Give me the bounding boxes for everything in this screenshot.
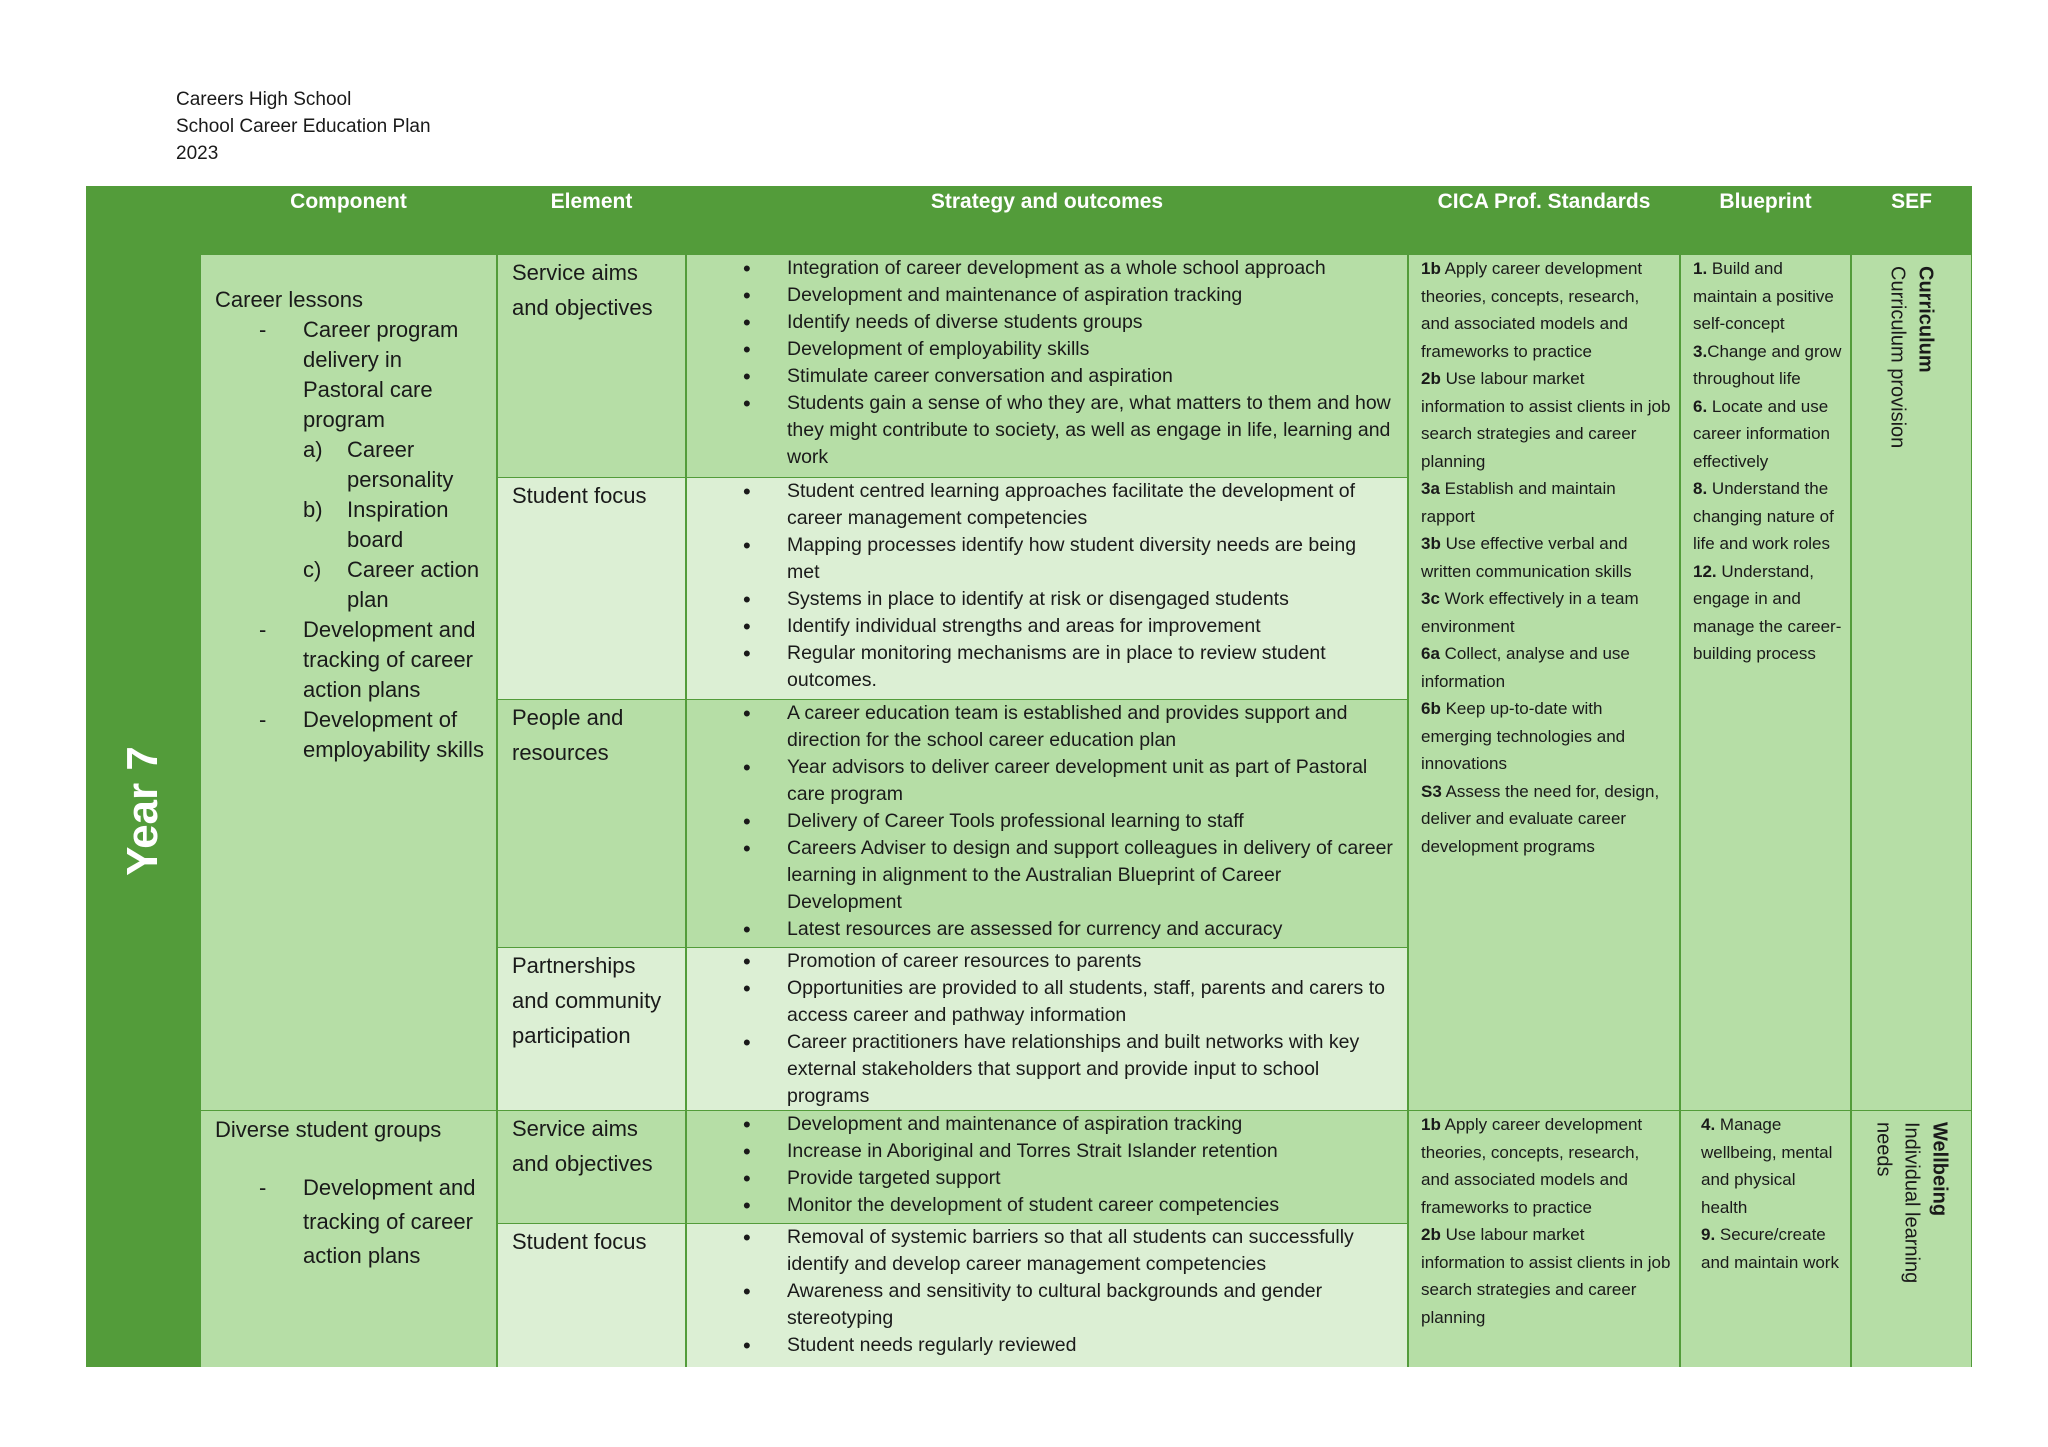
partnerships-list — [687, 948, 1407, 1110]
standard-item: 6b Keep up-to-date with emerging technologies and innovations — [1421, 699, 1626, 773]
list-item: • Monitor the development of student career competencies — [687, 1192, 1407, 1219]
strategy-people-resources — [687, 700, 1407, 947]
col-header-component: Component — [290, 190, 407, 213]
list-item: • Promotion of career resources to parents — [687, 948, 1407, 975]
blueprint-item: 6. Locate and use career information effectively — [1693, 396, 1831, 471]
service-aims-list — [687, 1111, 1407, 1219]
list-item: • Career practitioners have relationships and built networks with key external stakeholders that support and provide input to school programs — [687, 1029, 1407, 1110]
col-header-strategy: Strategy and outcomes — [930, 190, 1164, 213]
list-item: • Student centred learning approaches facilitate the development of career management competencies — [687, 478, 1407, 532]
component-sub-item: a) Career personality — [303, 437, 454, 492]
component-list-item: - Development and tracking of career action plans — [259, 617, 476, 702]
school-name: Careers High School — [176, 89, 352, 110]
component-list-item: - Development of employability skills — [259, 707, 484, 762]
list-item: • Careers Adviser to design and support colleagues in delivery of career learning in alignment to the Australian Blueprint of Career Development — [687, 835, 1407, 916]
cica-standards-row1 — [1409, 255, 1679, 1110]
component-title: Career lessons — [215, 287, 363, 312]
blueprint-item: 4. Manage wellbeing, mental and physical health — [1701, 1115, 1833, 1217]
col-header-blueprint: Blueprint — [1719, 190, 1812, 213]
component-title: Diverse student groups — [215, 1117, 442, 1142]
list-item: • Systems in place to identify at risk or disengaged students — [687, 586, 1407, 613]
element-student-focus: Student focus — [498, 1224, 685, 1367]
standard-item: 3c Work effectively in a team environment — [1421, 589, 1639, 636]
component-list-item: - Development and tracking of career action plans — [259, 1175, 476, 1268]
list-item: • Development and maintenance of aspiration tracking — [687, 1111, 1407, 1138]
list-item: • Development and maintenance of aspiration tracking — [687, 282, 1407, 309]
strategy-partnerships — [687, 948, 1407, 1110]
sef-text: Individual learning needs — [1872, 1122, 1923, 1284]
list-item: • Stimulate career conversation and aspiration — [687, 363, 1407, 390]
col-header-cica: CICA Prof. Standards — [1437, 190, 1651, 213]
element-partnerships: Partnerships and community participation — [498, 948, 685, 1110]
blueprint-row2 — [1681, 1111, 1850, 1367]
people-resources-list — [687, 700, 1407, 943]
blueprint-item: 9. Secure/create and maintain work — [1701, 1225, 1839, 1272]
sef-text: Curriculum provision — [1886, 266, 1909, 449]
element-service-aims: Service aims and objectives — [498, 255, 685, 477]
blueprint-item: 1. Build and maintain a positive self-concept — [1693, 259, 1834, 333]
list-item: • Development of employability skills — [687, 336, 1407, 363]
sef-title: Curriculum — [1914, 266, 1937, 373]
blueprint-item: 8. Understand the changing nature of life and work roles — [1693, 479, 1834, 553]
component-diverse-groups — [201, 1111, 496, 1367]
standard-item: 1b Apply career development theories, concepts, research, and associated models and frameworks to practice — [1421, 1115, 1643, 1217]
component-sub-item: b) Inspiration board — [303, 497, 449, 552]
standard-item: S3 Assess the need for, design, deliver and evaluate career development programs — [1421, 781, 1660, 856]
blueprint-item: 3.Change and grow throughout life — [1693, 341, 1842, 388]
standard-item: 3a Establish and maintain rapport — [1421, 479, 1616, 526]
standard-item: 2b Use labour market information to assist clients in job search strategies and career planning — [1421, 369, 1671, 471]
sef-curriculum — [1852, 266, 1971, 448]
student-focus-list — [687, 1224, 1407, 1359]
strategy-service-aims — [687, 1111, 1407, 1223]
component-career-lessons — [201, 255, 496, 1110]
element-people-resources: People and resources — [498, 700, 685, 947]
list-item: • Mapping processes identify how student diversity needs are being met — [687, 532, 1407, 586]
list-item: • Latest resources are assessed for currency and accuracy — [687, 916, 1407, 943]
standard-item: 3b Use effective verbal and written communication skills — [1421, 534, 1632, 581]
component-sub-item: c) Career action plan — [303, 557, 480, 612]
list-item: • A career education team is established and provides support and direction for the school career education plan — [687, 700, 1407, 754]
list-item: • Removal of systemic barriers so that all students can successfully identify and develop career management competencies — [687, 1224, 1407, 1278]
standard-item: 1b Apply career development theories, concepts, research, and associated models and frameworks to practice — [1421, 259, 1643, 361]
blueprint-item: 12. Understand, engage in and manage the career-building process — [1693, 561, 1842, 663]
list-item: • Identify individual strengths and areas for improvement — [687, 613, 1407, 640]
student-focus-list — [687, 478, 1407, 694]
sef-title: Wellbeing — [1928, 1122, 1951, 1217]
strategy-student-focus — [687, 1224, 1407, 1367]
sef-wellbeing — [1852, 1122, 1971, 1362]
list-item: • Students gain a sense of who they are, what matters to them and how they might contribute to society, as well as engage in life, learning and work — [687, 390, 1407, 471]
strategy-student-focus — [687, 478, 1407, 699]
list-item: • Student needs regularly reviewed — [687, 1332, 1407, 1359]
cica-standards-row2 — [1409, 1111, 1679, 1367]
list-item: • Integration of career development as a whole school approach — [687, 255, 1407, 282]
element-service-aims: Service aims and objectives — [498, 1111, 685, 1223]
year-label: Year 7 — [118, 746, 167, 876]
plan-year: 2023 — [176, 143, 219, 164]
blueprint-row1 — [1681, 255, 1850, 1110]
standard-item: 6a Collect, analyse and use information — [1421, 644, 1630, 691]
list-item: • Identify needs of diverse students groups — [687, 309, 1407, 336]
list-item: • Regular monitoring mechanisms are in place to review student outcomes. — [687, 640, 1407, 694]
list-item: • Awareness and sensitivity to cultural backgrounds and gender stereotyping — [687, 1278, 1407, 1332]
document-header — [176, 86, 431, 167]
list-item: • Provide targeted support — [687, 1165, 1407, 1192]
element-student-focus: Student focus — [498, 478, 685, 699]
plan-title: School Career Education Plan — [176, 116, 431, 137]
list-item: • Year advisors to deliver career development unit as part of Pastoral care program — [687, 754, 1407, 808]
list-item: • Delivery of Career Tools professional learning to staff — [687, 808, 1407, 835]
standard-item: 2b Use labour market information to assist clients in job search strategies and career planning — [1421, 1225, 1671, 1327]
service-aims-list — [687, 255, 1407, 471]
list-item: • Opportunities are provided to all students, staff, parents and carers to access career and pathway information — [687, 975, 1407, 1029]
strategy-service-aims — [687, 255, 1407, 477]
component-list-item: - Career program delivery in Pastoral care program — [259, 317, 459, 432]
col-header-sef: SEF — [1891, 190, 1932, 213]
list-item: • Increase in Aboriginal and Torres Strait Islander retention — [687, 1138, 1407, 1165]
col-header-element: Element — [550, 190, 633, 213]
